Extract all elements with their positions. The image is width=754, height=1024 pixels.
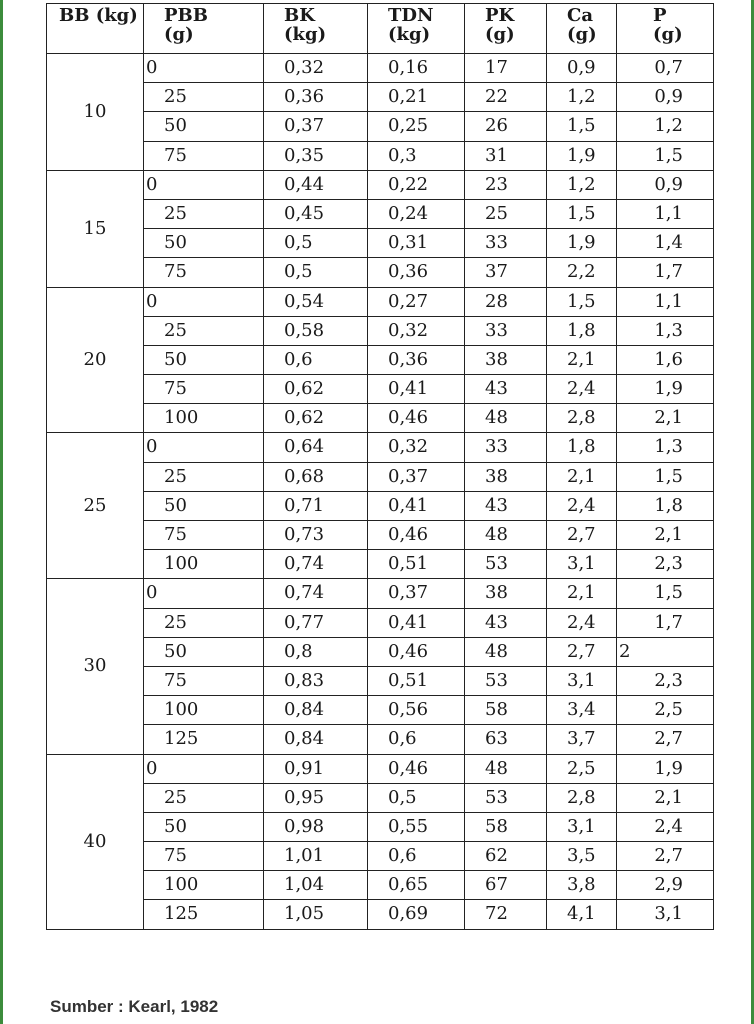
pk-cell: 28 <box>465 287 547 316</box>
ca-cell: 2,5 <box>547 754 617 783</box>
weight-gain-cell: 0 <box>144 170 264 199</box>
ca-cell: 1,8 <box>547 316 617 345</box>
bk-cell: 0,74 <box>264 550 368 579</box>
p-cell: 2,9 <box>617 871 714 900</box>
table-row <box>47 112 714 141</box>
table-row <box>47 871 714 900</box>
ca-cell: 2,7 <box>547 637 617 666</box>
ca-cell: 2,8 <box>547 783 617 812</box>
ca-cell: 4,1 <box>547 900 617 929</box>
p-cell: 0,9 <box>617 83 714 112</box>
p-cell: 1,5 <box>617 462 714 491</box>
bk-cell: 0,68 <box>264 462 368 491</box>
ca-cell: 1,2 <box>547 170 617 199</box>
ca-cell: 2,8 <box>547 404 617 433</box>
table-body <box>47 54 714 930</box>
ca-cell: 3,1 <box>547 666 617 695</box>
weight-gain-cell: 75 <box>144 521 264 550</box>
pk-cell: 33 <box>465 433 547 462</box>
p-cell: 0,7 <box>617 54 714 83</box>
table-row <box>47 725 714 754</box>
ca-cell: 2,4 <box>547 608 617 637</box>
p-cell: 2,1 <box>617 404 714 433</box>
pk-cell: 63 <box>465 725 547 754</box>
table-header-row <box>47 4 714 54</box>
pk-cell: 17 <box>465 54 547 83</box>
ca-cell: 3,1 <box>547 550 617 579</box>
ca-cell: 2,1 <box>547 579 617 608</box>
ca-cell: 2,7 <box>547 521 617 550</box>
header-p: P (g) <box>617 4 714 54</box>
left-border-accent <box>0 0 3 1024</box>
bk-cell: 0,5 <box>264 258 368 287</box>
weight-gain-cell: 0 <box>144 579 264 608</box>
pk-cell: 43 <box>465 608 547 637</box>
bk-cell: 0,32 <box>264 54 368 83</box>
tdn-cell: 0,69 <box>368 900 465 929</box>
tdn-cell: 0,27 <box>368 287 465 316</box>
weight-gain-cell: 50 <box>144 812 264 841</box>
table-row <box>47 783 714 812</box>
tdn-cell: 0,46 <box>368 637 465 666</box>
ca-cell: 2,2 <box>547 258 617 287</box>
weight-gain-cell: 0 <box>144 433 264 462</box>
bk-cell: 0,95 <box>264 783 368 812</box>
bk-cell: 0,84 <box>264 725 368 754</box>
weight-gain-cell: 125 <box>144 725 264 754</box>
weight-gain-cell: 75 <box>144 666 264 695</box>
tdn-cell: 0,41 <box>368 608 465 637</box>
bk-cell: 0,77 <box>264 608 368 637</box>
tdn-cell: 0,3 <box>368 141 465 170</box>
p-cell: 1,5 <box>617 579 714 608</box>
table-row <box>47 141 714 170</box>
weight-gain-cell: 75 <box>144 842 264 871</box>
table-row <box>47 433 714 462</box>
weight-gain-cell: 25 <box>144 783 264 812</box>
pk-cell: 53 <box>465 550 547 579</box>
table-row <box>47 54 714 83</box>
ca-cell: 3,4 <box>547 696 617 725</box>
weight-gain-cell: 125 <box>144 900 264 929</box>
tdn-cell: 0,36 <box>368 345 465 374</box>
body-weight-cell: 25 <box>47 433 144 579</box>
ca-cell: 1,8 <box>547 433 617 462</box>
p-cell: 1,1 <box>617 287 714 316</box>
bk-cell: 1,01 <box>264 842 368 871</box>
tdn-cell: 0,6 <box>368 725 465 754</box>
bk-cell: 0,36 <box>264 83 368 112</box>
header-ca: Ca (g) <box>547 4 617 54</box>
weight-gain-cell: 25 <box>144 83 264 112</box>
ca-cell: 3,8 <box>547 871 617 900</box>
header-pk: PK (g) <box>465 4 547 54</box>
tdn-cell: 0,37 <box>368 462 465 491</box>
pk-cell: 33 <box>465 316 547 345</box>
p-cell: 0,9 <box>617 170 714 199</box>
p-cell: 1,3 <box>617 433 714 462</box>
header-tdn: TDN (kg) <box>368 4 465 54</box>
tdn-cell: 0,65 <box>368 871 465 900</box>
tdn-cell: 0,31 <box>368 229 465 258</box>
bk-cell: 0,98 <box>264 812 368 841</box>
table-row <box>47 229 714 258</box>
table-row <box>47 199 714 228</box>
weight-gain-cell: 50 <box>144 229 264 258</box>
table-row <box>47 666 714 695</box>
bk-cell: 0,73 <box>264 521 368 550</box>
weight-gain-cell: 50 <box>144 345 264 374</box>
weight-gain-cell: 0 <box>144 754 264 783</box>
source-caption: Sumber : Kearl, 1982 <box>50 997 219 1016</box>
tdn-cell: 0,37 <box>368 579 465 608</box>
bk-cell: 0,62 <box>264 404 368 433</box>
p-cell: 1,5 <box>617 141 714 170</box>
table-row <box>47 491 714 520</box>
ca-cell: 1,2 <box>547 83 617 112</box>
p-cell: 1,3 <box>617 316 714 345</box>
tdn-cell: 0,24 <box>368 199 465 228</box>
header-pbb: PBB (g) <box>144 4 264 54</box>
ca-cell: 0,9 <box>547 54 617 83</box>
p-cell: 1,1 <box>617 199 714 228</box>
pk-cell: 38 <box>465 345 547 374</box>
p-cell: 2 <box>617 637 714 666</box>
bk-cell: 0,58 <box>264 316 368 345</box>
pk-cell: 72 <box>465 900 547 929</box>
weight-gain-cell: 75 <box>144 258 264 287</box>
bk-cell: 0,44 <box>264 170 368 199</box>
table-row <box>47 696 714 725</box>
pk-cell: 38 <box>465 579 547 608</box>
weight-gain-cell: 0 <box>144 287 264 316</box>
tdn-cell: 0,16 <box>368 54 465 83</box>
p-cell: 2,7 <box>617 842 714 871</box>
ca-cell: 1,5 <box>547 287 617 316</box>
p-cell: 3,1 <box>617 900 714 929</box>
pk-cell: 58 <box>465 812 547 841</box>
bk-cell: 1,04 <box>264 871 368 900</box>
weight-gain-cell: 100 <box>144 550 264 579</box>
ca-cell: 1,9 <box>547 229 617 258</box>
p-cell: 2,7 <box>617 725 714 754</box>
bk-cell: 0,54 <box>264 287 368 316</box>
pk-cell: 67 <box>465 871 547 900</box>
weight-gain-cell: 100 <box>144 404 264 433</box>
pk-cell: 48 <box>465 754 547 783</box>
tdn-cell: 0,55 <box>368 812 465 841</box>
weight-gain-cell: 75 <box>144 141 264 170</box>
pk-cell: 33 <box>465 229 547 258</box>
pk-cell: 26 <box>465 112 547 141</box>
p-cell: 1,7 <box>617 258 714 287</box>
p-cell: 2,3 <box>617 666 714 695</box>
pk-cell: 48 <box>465 637 547 666</box>
pk-cell: 37 <box>465 258 547 287</box>
table-row <box>47 375 714 404</box>
weight-gain-cell: 25 <box>144 462 264 491</box>
weight-gain-cell: 100 <box>144 871 264 900</box>
pk-cell: 53 <box>465 783 547 812</box>
p-cell: 1,6 <box>617 345 714 374</box>
p-cell: 2,1 <box>617 783 714 812</box>
table-row <box>47 608 714 637</box>
pk-cell: 62 <box>465 842 547 871</box>
bk-cell: 0,71 <box>264 491 368 520</box>
bk-cell: 0,8 <box>264 637 368 666</box>
p-cell: 1,2 <box>617 112 714 141</box>
body-weight-cell: 15 <box>47 170 144 287</box>
table-row <box>47 637 714 666</box>
table-row <box>47 404 714 433</box>
pk-cell: 48 <box>465 404 547 433</box>
pk-cell: 25 <box>465 199 547 228</box>
table-row <box>47 521 714 550</box>
tdn-cell: 0,46 <box>368 404 465 433</box>
bk-cell: 0,84 <box>264 696 368 725</box>
weight-gain-cell: 50 <box>144 112 264 141</box>
bk-cell: 0,6 <box>264 345 368 374</box>
bk-cell: 0,5 <box>264 229 368 258</box>
p-cell: 1,7 <box>617 608 714 637</box>
tdn-cell: 0,41 <box>368 491 465 520</box>
body-weight-cell: 20 <box>47 287 144 433</box>
bk-cell: 0,35 <box>264 141 368 170</box>
pk-cell: 48 <box>465 521 547 550</box>
ca-cell: 1,9 <box>547 141 617 170</box>
ca-cell: 1,5 <box>547 199 617 228</box>
tdn-cell: 0,46 <box>368 521 465 550</box>
bk-cell: 0,83 <box>264 666 368 695</box>
p-cell: 2,1 <box>617 521 714 550</box>
tdn-cell: 0,46 <box>368 754 465 783</box>
tdn-cell: 0,25 <box>368 112 465 141</box>
ca-cell: 2,1 <box>547 462 617 491</box>
tdn-cell: 0,21 <box>368 83 465 112</box>
table-row <box>47 258 714 287</box>
tdn-cell: 0,32 <box>368 433 465 462</box>
p-cell: 1,8 <box>617 491 714 520</box>
ca-cell: 1,5 <box>547 112 617 141</box>
weight-gain-cell: 100 <box>144 696 264 725</box>
pk-cell: 38 <box>465 462 547 491</box>
body-weight-cell: 40 <box>47 754 144 929</box>
bk-cell: 0,62 <box>264 375 368 404</box>
tdn-cell: 0,56 <box>368 696 465 725</box>
table-row <box>47 83 714 112</box>
body-weight-cell: 30 <box>47 579 144 754</box>
tdn-cell: 0,6 <box>368 842 465 871</box>
ca-cell: 2,4 <box>547 375 617 404</box>
tdn-cell: 0,36 <box>368 258 465 287</box>
ca-cell: 2,4 <box>547 491 617 520</box>
tdn-cell: 0,32 <box>368 316 465 345</box>
weight-gain-cell: 25 <box>144 316 264 345</box>
table-row <box>47 462 714 491</box>
table-row <box>47 579 714 608</box>
table-row <box>47 170 714 199</box>
p-cell: 1,4 <box>617 229 714 258</box>
tdn-cell: 0,22 <box>368 170 465 199</box>
tdn-cell: 0,51 <box>368 666 465 695</box>
table-row <box>47 345 714 374</box>
ca-cell: 3,5 <box>547 842 617 871</box>
bk-cell: 0,64 <box>264 433 368 462</box>
header-bb: BB (kg) <box>47 4 144 54</box>
p-cell: 2,5 <box>617 696 714 725</box>
header-bk: BK (kg) <box>264 4 368 54</box>
bk-cell: 0,91 <box>264 754 368 783</box>
pk-cell: 23 <box>465 170 547 199</box>
ca-cell: 3,7 <box>547 725 617 754</box>
nutrition-requirements-table <box>46 3 714 930</box>
weight-gain-cell: 0 <box>144 54 264 83</box>
weight-gain-cell: 25 <box>144 608 264 637</box>
pk-cell: 58 <box>465 696 547 725</box>
table-row <box>47 900 714 929</box>
bk-cell: 1,05 <box>264 900 368 929</box>
pk-cell: 53 <box>465 666 547 695</box>
table-row <box>47 316 714 345</box>
bk-cell: 0,74 <box>264 579 368 608</box>
p-cell: 2,4 <box>617 812 714 841</box>
p-cell: 1,9 <box>617 754 714 783</box>
weight-gain-cell: 50 <box>144 637 264 666</box>
pk-cell: 31 <box>465 141 547 170</box>
bk-cell: 0,45 <box>264 199 368 228</box>
table-row <box>47 754 714 783</box>
pk-cell: 22 <box>465 83 547 112</box>
tdn-cell: 0,5 <box>368 783 465 812</box>
ca-cell: 3,1 <box>547 812 617 841</box>
table-row <box>47 550 714 579</box>
table-row <box>47 842 714 871</box>
tdn-cell: 0,41 <box>368 375 465 404</box>
body-weight-cell: 10 <box>47 54 144 171</box>
bk-cell: 0,37 <box>264 112 368 141</box>
p-cell: 2,3 <box>617 550 714 579</box>
weight-gain-cell: 25 <box>144 199 264 228</box>
weight-gain-cell: 50 <box>144 491 264 520</box>
pk-cell: 43 <box>465 375 547 404</box>
pk-cell: 43 <box>465 491 547 520</box>
tdn-cell: 0,51 <box>368 550 465 579</box>
ca-cell: 2,1 <box>547 345 617 374</box>
p-cell: 1,9 <box>617 375 714 404</box>
table-row <box>47 287 714 316</box>
weight-gain-cell: 75 <box>144 375 264 404</box>
table-row <box>47 812 714 841</box>
